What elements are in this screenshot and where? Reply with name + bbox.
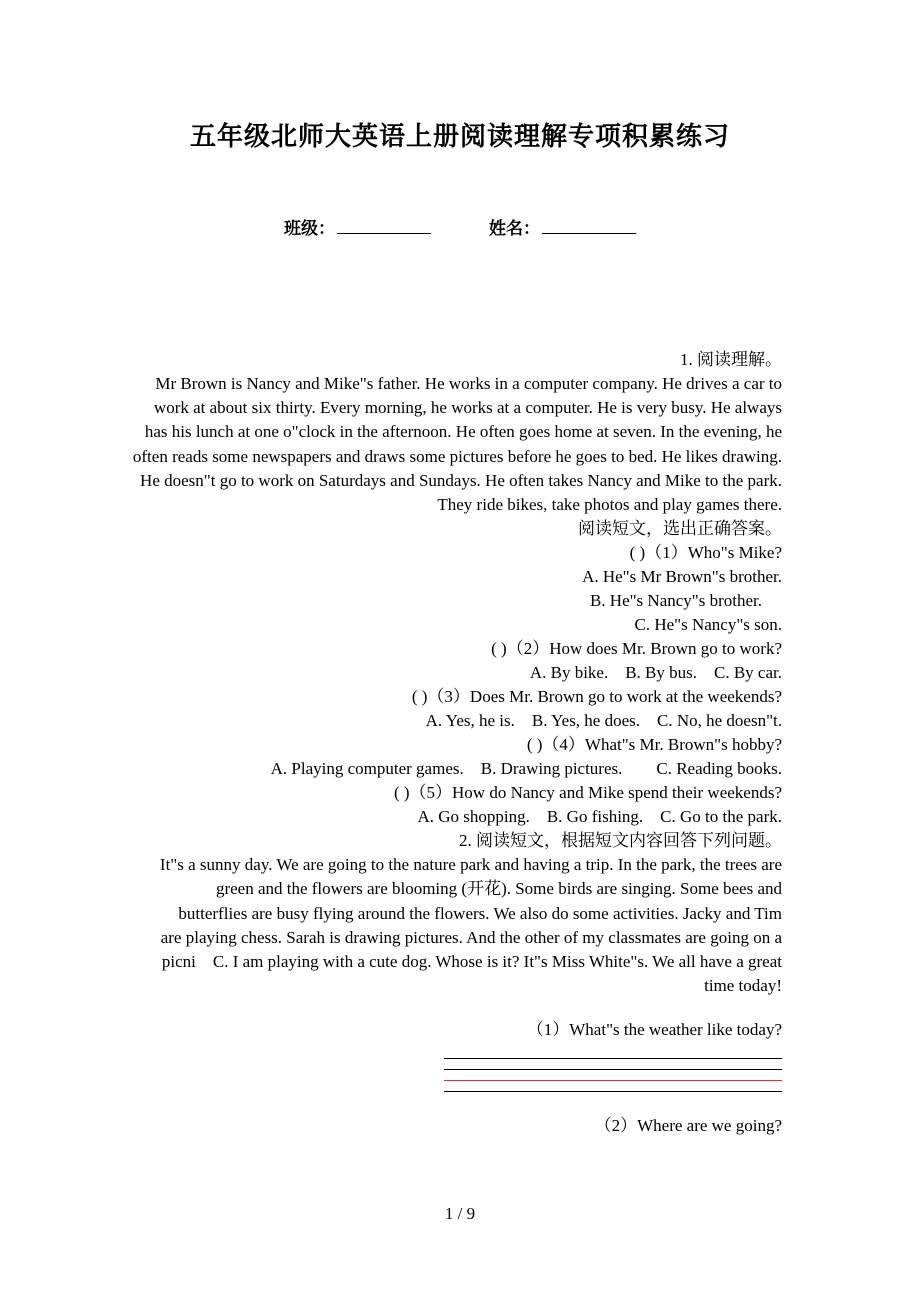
answer-line[interactable] [444, 1069, 782, 1070]
q1-3-options: A. Yes, he is. B. Yes, he does. C. No, he doesn"t. [425, 711, 782, 731]
page-title: 五年级北师大英语上册阅读理解专项积累练习 [189, 122, 730, 152]
q1-heading: 1. 阅读理解。 [680, 350, 782, 369]
main-content [130, 348, 787, 1138]
q1-1-option-a: A. He"s Mr Brown"s brother. [582, 567, 782, 587]
page-number: 1 / 9 [444, 1204, 476, 1223]
q1-3-stem: ( )（3）Does Mr. Brown go to work at the weekends? [411, 687, 782, 707]
class-field [284, 214, 431, 239]
q1-passage: Mr Brown is Nancy and Mike"s father. He works in a computer company. He drives a car to work at about six thirty. Every morning, he works at a computer. He is very busy. He always has his lunch at one o"clock in the afternoon. He often goes home at seven. In the evening, he often reads some newspapers and draws some pictures before he goes to bed. He likes drawing. He doesn"t go to work on Saturdays and Sundays. He often takes Nancy and Mike to the park. They ride bikes, take photos and play games there. [132, 374, 782, 515]
answer-line[interactable] [444, 1058, 782, 1059]
class-blank[interactable] [337, 219, 431, 234]
name-label: 姓名： [488, 219, 540, 239]
name-field [489, 214, 636, 239]
q2-passage: It"s a sunny day. We are going to the nature park and having a trip. In the park, the trees are green and the flowers are blooming (开花). Some birds are singing. Some bees and butterflies are busy flying around the flowers. We also do some activities. Jacky and Tim are playing chess. Sarah is drawing pictures. And the other of my classmates are going on a picni C. I am playing with a cute dog. Whose is it? It"s Miss White"s. We all have a great time today! [159, 855, 787, 996]
q1-2-stem: ( )（2）How does Mr. Brown go to work? [491, 639, 782, 659]
q2-1-question: （1）What"s the weather like today? [526, 1020, 782, 1040]
student-info [0, 214, 920, 239]
q1-1-stem: ( )（1）Who"s Mike? [629, 543, 782, 563]
spacer [130, 998, 782, 1018]
spacer [130, 1092, 782, 1114]
class-label: 班级： [284, 219, 336, 239]
q1-2-options: A. By bike. B. By bus. C. By car. [529, 663, 782, 683]
q1-instruction: 阅读短文，选出正确答案。 [578, 519, 782, 539]
q1-4-stem: ( )（4）What"s Mr. Brown"s hobby? [526, 735, 782, 755]
q1-5-options: A. Go shopping. B. Go fishing. C. Go to the park. [417, 807, 782, 827]
name-blank[interactable] [542, 219, 636, 234]
q1-1-option-c: C. He"s Nancy"s son. [634, 615, 782, 635]
q1-1-option-b: B. He"s Nancy"s brother. [589, 591, 762, 611]
q2-heading: 2. 阅读短文，根据短文内容回答下列问题。 [459, 831, 782, 851]
q1-5-stem: ( )（5）How do Nancy and Mike spend their weekends? [393, 783, 782, 803]
answer-line[interactable] [444, 1080, 782, 1081]
q1-4-options: A. Playing computer games. B. Drawing pictures. C. Reading books. [270, 759, 782, 779]
q2-2-question: （2）Where are we going? [594, 1116, 782, 1136]
